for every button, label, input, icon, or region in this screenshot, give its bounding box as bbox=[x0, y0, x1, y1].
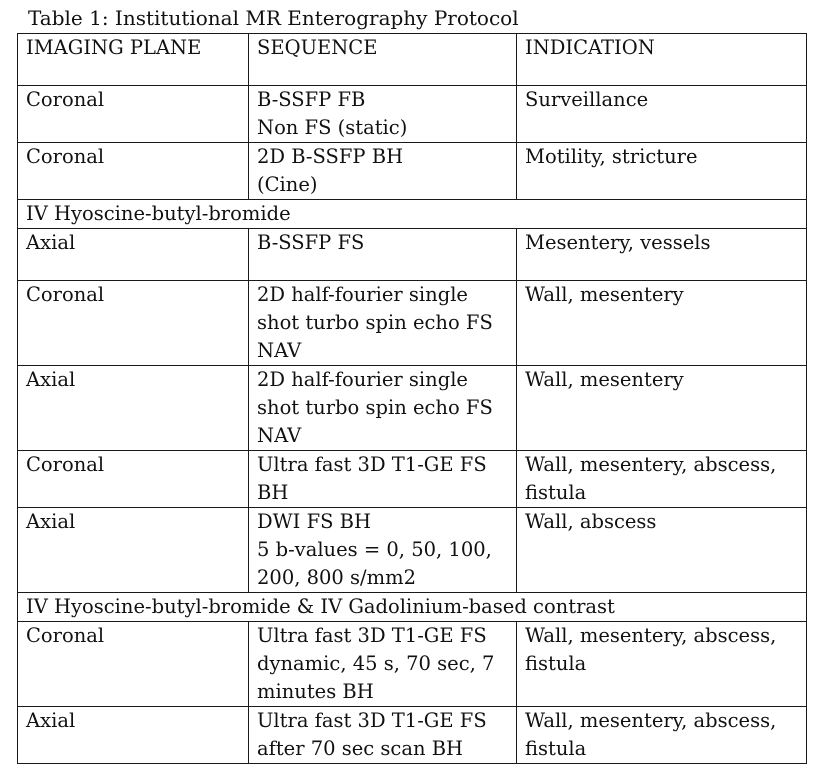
sequence-line: Ultra fast 3D T1-GE FS bbox=[257, 453, 487, 476]
table-body bbox=[18, 34, 807, 764]
cell-imaging-plane: Axial bbox=[18, 366, 249, 451]
cell-indication bbox=[517, 86, 807, 143]
indication-line: Wall, mesentery, abscess, bbox=[525, 453, 777, 476]
table-row bbox=[18, 707, 807, 764]
table-row bbox=[18, 86, 807, 143]
cell-indication bbox=[517, 229, 807, 281]
cell-indication bbox=[517, 366, 807, 451]
sequence-line: B-SSFP FS bbox=[257, 231, 365, 254]
cell-imaging-plane: Coronal bbox=[18, 451, 249, 508]
sequence-line: (Cine) bbox=[257, 173, 318, 196]
table-caption: Table 1: Institutional MR Enterography Protocol bbox=[28, 6, 519, 30]
indication-line: Wall, abscess bbox=[525, 510, 657, 533]
table-row bbox=[18, 281, 807, 366]
cell-sequence bbox=[249, 508, 517, 593]
cell-indication bbox=[517, 622, 807, 707]
section-row bbox=[18, 200, 807, 229]
cell-imaging-plane: Coronal bbox=[18, 281, 249, 366]
sequence-line: after 70 sec scan BH bbox=[257, 737, 464, 760]
sequence-line: B-SSFP FB bbox=[257, 88, 366, 111]
indication-line: Wall, mesentery, abscess, bbox=[525, 624, 777, 647]
sequence-line: 2D half-fourier single bbox=[257, 283, 468, 306]
cell-sequence bbox=[249, 366, 517, 451]
sequence-line: Non FS (static) bbox=[257, 116, 408, 139]
sequence-line: 5 b-values = 0, 50, 100, bbox=[257, 538, 492, 561]
protocol-table bbox=[17, 33, 807, 764]
cell-indication bbox=[517, 707, 807, 764]
sequence-line: DWI FS BH bbox=[257, 510, 372, 533]
sequence-line: shot turbo spin echo FS bbox=[257, 396, 493, 419]
sequence-line: NAV bbox=[257, 424, 302, 447]
sequence-line: 200, 800 s/mm2 bbox=[257, 566, 416, 589]
table-row bbox=[18, 229, 807, 281]
indication-line: Mesentery, vessels bbox=[525, 231, 711, 254]
cell-sequence bbox=[249, 451, 517, 508]
sequence-line: 2D half-fourier single bbox=[257, 368, 468, 391]
cell-sequence bbox=[249, 622, 517, 707]
indication-line: fistula bbox=[525, 652, 587, 675]
table-row bbox=[18, 622, 807, 707]
table-row bbox=[18, 451, 807, 508]
indication-line: Motility, stricture bbox=[525, 145, 698, 168]
cell-indication bbox=[517, 451, 807, 508]
indication-line: fistula bbox=[525, 481, 587, 504]
cell-indication bbox=[517, 143, 807, 200]
sequence-line: Ultra fast 3D T1-GE FS bbox=[257, 709, 487, 732]
indication-line: Wall, mesentery bbox=[525, 283, 684, 306]
header-indication: INDICATION bbox=[517, 34, 807, 86]
cell-sequence bbox=[249, 229, 517, 281]
cell-indication bbox=[517, 508, 807, 593]
section-label: IV Hyoscine-butyl-bromide & IV Gadolinium-based contrast bbox=[18, 593, 807, 622]
cell-imaging-plane: Coronal bbox=[18, 143, 249, 200]
table-row bbox=[18, 366, 807, 451]
table-row bbox=[18, 508, 807, 593]
sequence-line: NAV bbox=[257, 339, 302, 362]
sequence-line: 2D B-SSFP BH bbox=[257, 145, 404, 168]
header-sequence: SEQUENCE bbox=[249, 34, 517, 86]
header-imaging-plane: IMAGING PLANE bbox=[18, 34, 249, 86]
cell-imaging-plane: Axial bbox=[18, 707, 249, 764]
indication-line: fistula bbox=[525, 737, 587, 760]
cell-sequence bbox=[249, 143, 517, 200]
sequence-line: dynamic, 45 s, 70 sec, 7 bbox=[257, 652, 495, 675]
cell-imaging-plane: Coronal bbox=[18, 86, 249, 143]
section-label: IV Hyoscine-butyl-bromide bbox=[18, 200, 807, 229]
indication-line: Wall, mesentery bbox=[525, 368, 684, 391]
indication-line: Surveillance bbox=[525, 88, 649, 111]
header-row bbox=[18, 34, 807, 86]
section-row bbox=[18, 593, 807, 622]
sequence-line: minutes BH bbox=[257, 680, 374, 703]
cell-indication bbox=[517, 281, 807, 366]
cell-sequence bbox=[249, 86, 517, 143]
cell-imaging-plane: Axial bbox=[18, 229, 249, 281]
sequence-line: Ultra fast 3D T1-GE FS bbox=[257, 624, 487, 647]
sequence-line: shot turbo spin echo FS bbox=[257, 311, 493, 334]
cell-sequence bbox=[249, 707, 517, 764]
sequence-line: BH bbox=[257, 481, 289, 504]
table-row bbox=[18, 143, 807, 200]
indication-line: Wall, mesentery, abscess, bbox=[525, 709, 777, 732]
cell-imaging-plane: Axial bbox=[18, 508, 249, 593]
cell-sequence bbox=[249, 281, 517, 366]
cell-imaging-plane: Coronal bbox=[18, 622, 249, 707]
